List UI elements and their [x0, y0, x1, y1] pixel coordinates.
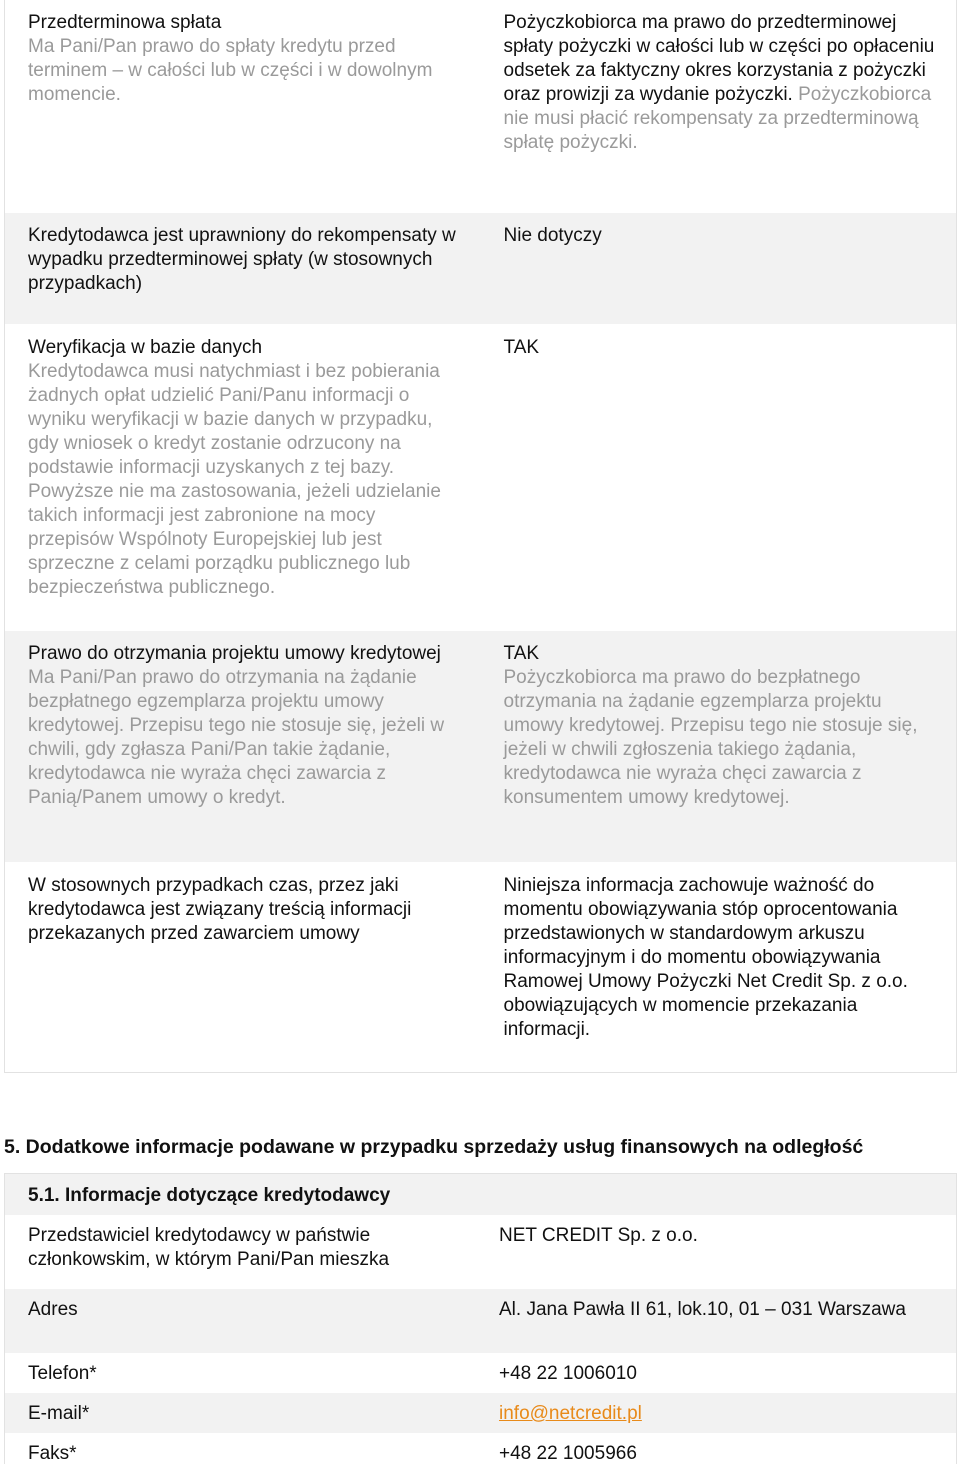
table-row — [5, 324, 956, 630]
creditor-info-table — [4, 1173, 957, 1464]
row-description: Kredytodawca musi natychmiast i bez pobierania żadnych opłat udzielić Pani/Panu informacji o wyniku weryfikacji w bazie danych w przypadku, gdy wniosek o kredyt zostanie odrzucony na podstawie informacji uzyskanych z tej bazy. Powyższe nie ma zastosowania, jeżeli udzielanie takich informacji jest zabronione na mocy przepisów Wspólnoty Europejskiej lub jest sprzeczne z celami porządku publicznego lub bezpieczeństwa publicznego. — [28, 361, 441, 598]
row-value-title: TAK — [503, 643, 540, 664]
row-title: Weryfikacja w bazie danych — [28, 337, 263, 358]
row-value: +48 22 1005966 — [499, 1443, 637, 1464]
email-link[interactable]: info@netcredit.pl — [499, 1403, 642, 1424]
table-row — [5, 1433, 956, 1464]
row-value: Al. Jana Pawła II 61, lok.10, 01 – 031 Warszawa — [499, 1299, 906, 1320]
row-value-cell — [481, 0, 957, 212]
table-row — [5, 630, 956, 862]
row-label-cell — [5, 631, 481, 862]
table-row — [5, 1289, 956, 1353]
row-value-cell — [481, 863, 957, 1072]
table-row — [5, 862, 956, 1072]
row-value-cell — [476, 1393, 956, 1433]
row-label-cell — [5, 0, 481, 212]
row-label: Adres — [28, 1299, 78, 1320]
row-description: Ma Pani/Pan prawo do otrzymania na żądanie bezpłatnego egzemplarza projektu umowy kredytowej. Przepisu tego nie stosuje się, jeżeli w chwili, gdy zgłasza Pani/Pan takie żądanie, kredytodawca nie wyraża chęci zawarcia z Panią/Panem umowy o kredyt. — [28, 667, 445, 808]
row-label: E-mail* — [28, 1403, 90, 1424]
row-value-text: Pożyczkobiorca ma prawo do przedterminowej spłaty pożyczki w całości lub w części po opłaceniu odsetek za faktyczny okres korzystania z pożyczki oraz prowizji za wydanie pożyczki. — [503, 12, 935, 105]
row-label-cell — [5, 213, 481, 324]
table-row — [5, 212, 956, 324]
row-value-text: TAK — [503, 337, 540, 358]
loan-info-table — [4, 0, 957, 1073]
subsection-heading: 5.1. Informacje dotyczące kredytodawcy — [5, 1173, 956, 1215]
row-value: +48 22 1006010 — [499, 1363, 637, 1384]
row-value-text: Nie dotyczy — [503, 225, 602, 246]
row-value: NET CREDIT Sp. z o.o. — [499, 1225, 698, 1246]
row-label: Telefon* — [28, 1363, 97, 1384]
table-row — [5, 0, 956, 212]
section-heading: 5. Dodatkowe informacje podawane w przypadku sprzedaży usług finansowych na odległość — [4, 1133, 957, 1163]
row-value-text: Niniejsza informacja zachowuje ważność do momentu obowiązywania stóp oprocentowania przedstawionych w standardowym arkuszu informacyjnym i do momentu obowiązywania Ramowej Umowy Pożyczki Net Credit Sp. z o.o. obowiązujących w momencie przekazania informacji. — [503, 875, 908, 1040]
row-label-cell — [5, 325, 481, 630]
row-title: Prawo do otrzymania projektu umowy kredytowej — [28, 643, 441, 664]
row-value-cell — [481, 325, 957, 630]
row-label: Faks* — [28, 1443, 77, 1464]
row-label: Przedstawiciel kredytodawcy w państwie członkowskim, w którym Pani/Pan mieszka — [28, 1225, 390, 1270]
row-description: Ma Pani/Pan prawo do spłaty kredytu przed terminem – w całości lub w części i w dowolnym momencie. — [28, 36, 433, 105]
row-value-note: Pożyczkobiorca nie musi płacić rekompensaty za przedterminową spłatę pożyczki. — [503, 84, 932, 153]
row-value-text: Pożyczkobiorca ma prawo do bezpłatnego otrzymania na żądanie egzemplarza projektu umowy kredytowej. Przepisu tego nie stosuje się, jeżeli w chwili zgłoszenia takiego żądania, kredytodawca nie wyraża chęci zawarcia z konsumentem umowy kredytowej. — [503, 667, 918, 808]
row-value-cell — [481, 631, 957, 862]
row-title: Kredytodawca jest uprawniony do rekompensaty w wypadku przedterminowej spłaty (w stosownych przypadkach) — [28, 225, 456, 294]
row-label-cell — [5, 863, 481, 1072]
table-row — [5, 1215, 956, 1289]
row-value-cell — [481, 213, 957, 324]
row-title: W stosownych przypadkach czas, przez jaki kredytodawca jest związany treścią informacji przekazanych przed zawarciem umowy — [28, 875, 412, 944]
table-row — [5, 1353, 956, 1393]
table-row — [5, 1393, 956, 1433]
row-title: Przedterminowa spłata — [28, 12, 222, 33]
